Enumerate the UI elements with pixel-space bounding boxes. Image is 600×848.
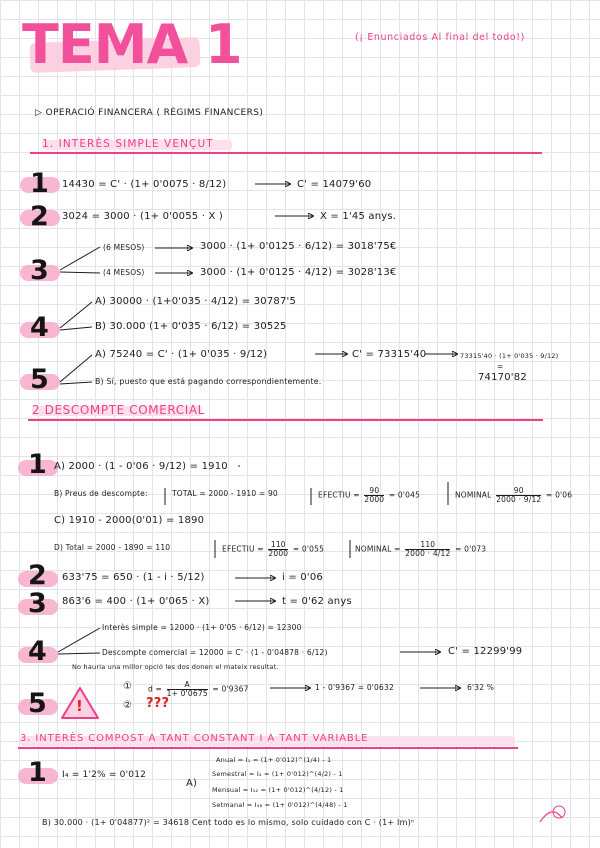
s1-ex3-a-equation: 3000 · (1+ 0'0125 · 6/12) = 3018'75€	[200, 241, 397, 252]
s1-ex2-result: X = 1'45 anys.	[320, 211, 397, 222]
fraction: $\frac{110}{2000}$	[268, 540, 289, 558]
s1-ex5-a-tail: 73315'40 · (1+ 0'035 · 9/12)	[460, 352, 559, 360]
s2-ex1-a: A) 2000 · (1 - 0'06 · 9/12) = 1910	[54, 461, 228, 472]
intro-line: ▷ OPERACIÓ FINANCERA ( RÈGIMS FINANCERS)	[35, 108, 264, 118]
s2-ex4-b: Descompte comercial = 12000 = C' · (1 - 0'04878 · 6/12)	[102, 648, 328, 657]
s1-ex5-a-final: 74170'82	[478, 372, 527, 383]
s3-ex1-mensual: Mensual = I₁₂ = (1+ 0'012)^(4/12) - 1	[212, 786, 344, 794]
s1-ex4-a: A) 30000 · (1+0'035 · 4/12) = 30787'5	[95, 296, 297, 307]
exercise-number: 2	[30, 201, 49, 232]
s2-ex1-d-nominal: NOMINAL = $\frac{110}{2000 \cdot 4/12}$ = 0'073	[355, 540, 487, 558]
s2-ex5-circle-1: ①	[123, 681, 133, 692]
s1-ex5-a: A) 75240 = C' · (1+ 0'035 · 9/12)	[95, 349, 268, 360]
header-note: (¡ Enunciados Al final del todo!)	[355, 32, 525, 43]
s1-ex5-b: B) Sí, puesto que está pagando correspondientemente.	[95, 377, 322, 386]
exercise-number: 4	[30, 312, 49, 343]
s1-ex1-equation: 14430 = C' · (1+ 0'0075 · 8/12)	[62, 179, 227, 190]
s2-ex4-b-result: C' = 12299'99	[448, 646, 523, 657]
page-title: TEMA 1	[22, 13, 242, 76]
s2-ex4-a: Interès simple = 12000 · (1+ 0'05 · 6/12) = 12300	[102, 623, 302, 632]
section3-title: 3. INTERÈS COMPOST A TANT CONSTANT I A TANT VARIABLE	[20, 733, 369, 744]
section1-title: 1. INTERÈS SIMPLE VENÇUT	[42, 138, 214, 150]
s3-ex1-setmanal: Setmanal = I₄₈ = (1+ 0'012)^(4/48) - 1	[212, 801, 348, 809]
s2-ex5-line1-b: 1 - 0'9367 = 0'0632	[315, 683, 394, 692]
s2-ex4-note: No hauria una millor opció les dos donen el mateix resultat.	[72, 663, 279, 671]
fraction: $\frac{110}{2000 \cdot 4/12}$	[405, 540, 451, 558]
s2-ex5-circle-2: ②	[123, 700, 133, 711]
s2-ex3-equation: 863'6 = 400 · (1+ 0'065 · X)	[62, 596, 210, 607]
s2-ex2-equation: 633'75 = 650 · (1 - i · 5/12)	[62, 572, 205, 583]
exercise-number: 1	[28, 757, 47, 788]
exercise-number: 4	[28, 636, 47, 667]
exercise-number: 3	[30, 255, 49, 286]
s1-ex5-equals: =	[497, 362, 504, 371]
s3-ex1-rate: I₄ = 1'2% = 0'012	[62, 770, 147, 780]
s1-ex1-result: C' = 14079'60	[297, 179, 372, 190]
s2-ex1-d-efectiu: EFECTIU = $\frac{110}{2000}$ = 0'055	[222, 540, 325, 558]
s3-ex1-anual: Anual = I₁ = (1+ 0'012)^(1/4) - 1	[216, 756, 332, 764]
exercise-number: 2	[28, 560, 47, 591]
exercise-number: 5	[28, 688, 47, 719]
warning-icon: !	[60, 686, 100, 720]
exercise-number: 5	[30, 364, 49, 395]
s1-ex4-b: B) 30.000 (1+ 0'035 · 6/12) = 30525	[95, 321, 287, 332]
s2-ex5-line2: ???	[146, 696, 170, 711]
s3-ex1-a-label: A)	[186, 778, 198, 789]
exercise-number: 1	[30, 168, 49, 199]
fraction: $\frac{90}{2000}$	[364, 486, 385, 504]
fraction: $\frac{90}{2000 \cdot 9/12}$	[496, 486, 542, 504]
s1-ex3-a-label: (6 MESOS)	[103, 243, 145, 252]
s1-ex2-equation: 3024 = 3000 · (1+ 0'0055 · X )	[62, 211, 224, 222]
s3-ex1-semestral: Semestral = I₂ = (1+ 0'012)^(4/2) - 1	[212, 770, 343, 778]
s2-ex3-result: t = 0'62 anys	[282, 596, 352, 607]
s2-ex1-b-label: B) Preus de descompte:	[54, 489, 148, 498]
s2-ex5-line1: d = $\frac{A}{1+ 0'0675}$ = 0'9367	[148, 680, 249, 698]
exercise-number: 1	[28, 449, 47, 480]
s2-ex2-result: i = 0'06	[282, 572, 323, 583]
s2-ex1-b-efectiu: EFECTIU = $\frac{90}{2000}$ = 0'045	[318, 486, 421, 504]
fraction: $\frac{A}{1+ 0'0675}$	[166, 680, 208, 698]
section2-title: 2 DESCOMPTE COMERCIAL	[32, 403, 205, 417]
s2-ex1-b-nominal: NOMINAL $\frac{90}{2000 \cdot 9/12}$ = 0'06	[455, 486, 573, 504]
exercise-number: 3	[28, 588, 47, 619]
s3-ex1-b: B) 30.000 · (1+ 0'04877)² = 34618 Cent todo es lo mismo, solo cuidado con C · (1+ Im)ⁿ	[42, 818, 415, 827]
s2-ex1-c: C) 1910 - 2000(0'01) = 1890	[54, 515, 205, 526]
s2-ex5-line1-c: 6'32 %	[467, 683, 495, 692]
s1-ex5-a-result: C' = 73315'40	[352, 349, 427, 360]
s1-ex3-b-label: (4 MESOS)	[103, 268, 145, 277]
s1-ex3-b-equation: 3000 · (1+ 0'0125 · 4/12) = 3028'13€	[200, 267, 397, 278]
s2-ex1-b-total: TOTAL = 2000 - 1910 = 90	[172, 489, 278, 498]
s2-ex1-d-total: D) Total = 2000 - 1890 = 110	[54, 543, 171, 552]
